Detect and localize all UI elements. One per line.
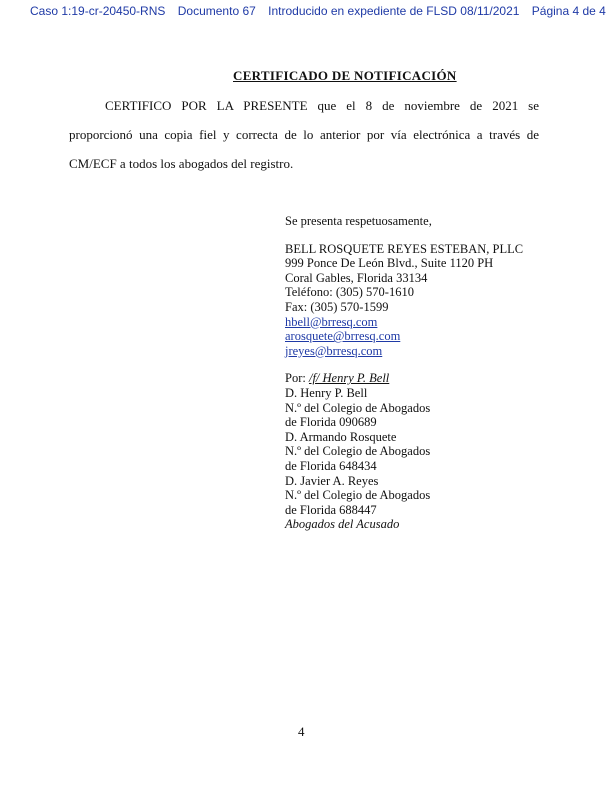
attorney-name: D. Javier A. Reyes [285,473,379,488]
certificate-title: CERTIFICADO DE NOTIFICACIÓN [233,68,457,83]
bar-number: de Florida 090689 [285,415,377,430]
fax: Fax: (305) 570-1599 [285,299,389,314]
body-line-3: CM/ECF a todos los abogados del registro. [69,156,294,171]
bar-number: de Florida 648434 [285,458,377,473]
bar-label: N.º del Colegio de Abogados [285,444,431,459]
body-line-2: proporcionó una copia fiel y correcta de lo anterior por vía electrónica a través de [69,127,539,142]
page-number: 4 [298,724,305,739]
address-line-2: Coral Gables, Florida 33134 [285,270,428,285]
case-number: Caso 1:19-cr-20450-RNS [30,4,166,18]
signature-line [285,371,523,386]
email-link-arosquete[interactable]: arosquete@brresq.com [285,329,401,344]
filing-header [30,4,606,18]
firm-name: BELL ROSQUETE REYES ESTEBAN, PLLC [285,241,524,256]
address-line-1: 999 Ponce De León Blvd., Suite 1120 PH [285,256,494,271]
signature-block [285,214,523,532]
email-link-jreyes[interactable]: jreyes@brresq.com [285,343,383,358]
filing-info: Introducido en expediente de FLSD 08/11/2021 [268,4,520,18]
body-line-1: CERTIFICO POR LA PRESENTE que el 8 de noviembre de 2021 se [105,98,539,113]
bar-number: de Florida 688447 [285,502,377,517]
by-label: Por: [285,371,306,386]
bar-label: N.º del Colegio de Abogados [285,400,431,415]
attorney-name: D. Armando Rosquete [285,429,397,444]
document-number: Documento 67 [177,4,256,18]
closing: Se presenta respetuosamente, [285,214,432,228]
electronic-signature: /f/ Henry P. Bell [308,371,390,386]
counsel-role: Abogados del Acusado [285,517,400,532]
email-link-hbell[interactable]: hbell@brresq.com [285,314,378,329]
phone: Teléfono: (305) 570-1610 [285,285,414,300]
bar-label: N.º del Colegio de Abogados [285,488,431,503]
page-indicator: Página 4 de 4 [531,4,606,18]
attorney-name: D. Henry P. Bell [285,385,368,400]
